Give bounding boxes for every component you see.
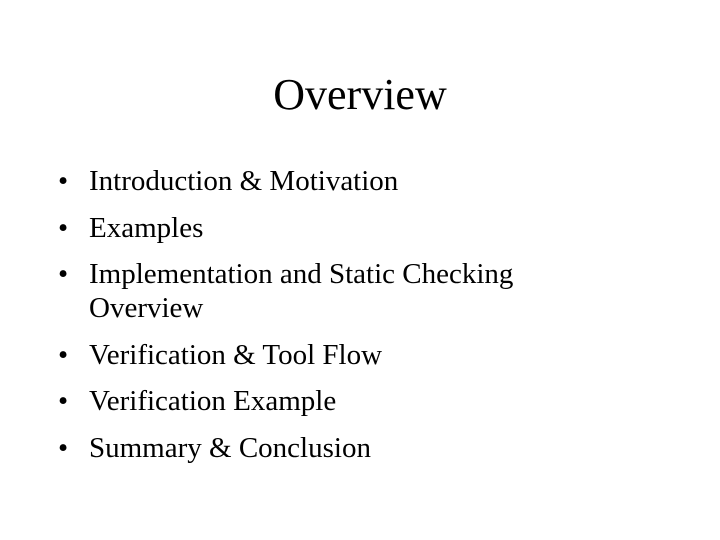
bullet-text: Verification & Tool Flow xyxy=(89,338,383,371)
bullet-text: Introduction & Motivation xyxy=(89,165,399,197)
bullet-item xyxy=(58,211,618,245)
bullet-text: Implementation and Static Checking Overview xyxy=(89,258,514,324)
slide-title: Overview xyxy=(273,70,447,119)
bullet-point-icon: • xyxy=(58,165,69,197)
bullet-item xyxy=(58,431,618,465)
bullet-point-icon: • xyxy=(58,258,69,290)
bullet-item xyxy=(58,257,618,325)
bullet-point-icon: • xyxy=(58,431,69,464)
bullet-list xyxy=(58,164,618,477)
bullet-point-icon: • xyxy=(58,385,69,417)
bullet-point-icon: • xyxy=(58,338,69,371)
bullet-item xyxy=(58,384,618,418)
bullet-item xyxy=(58,164,618,198)
bullet-text: Verification Example xyxy=(89,385,337,417)
bullet-text: Examples xyxy=(89,211,204,244)
bullet-point-icon: • xyxy=(58,211,69,244)
bullet-item xyxy=(58,338,618,372)
bullet-text: Summary & Conclusion xyxy=(89,431,371,464)
